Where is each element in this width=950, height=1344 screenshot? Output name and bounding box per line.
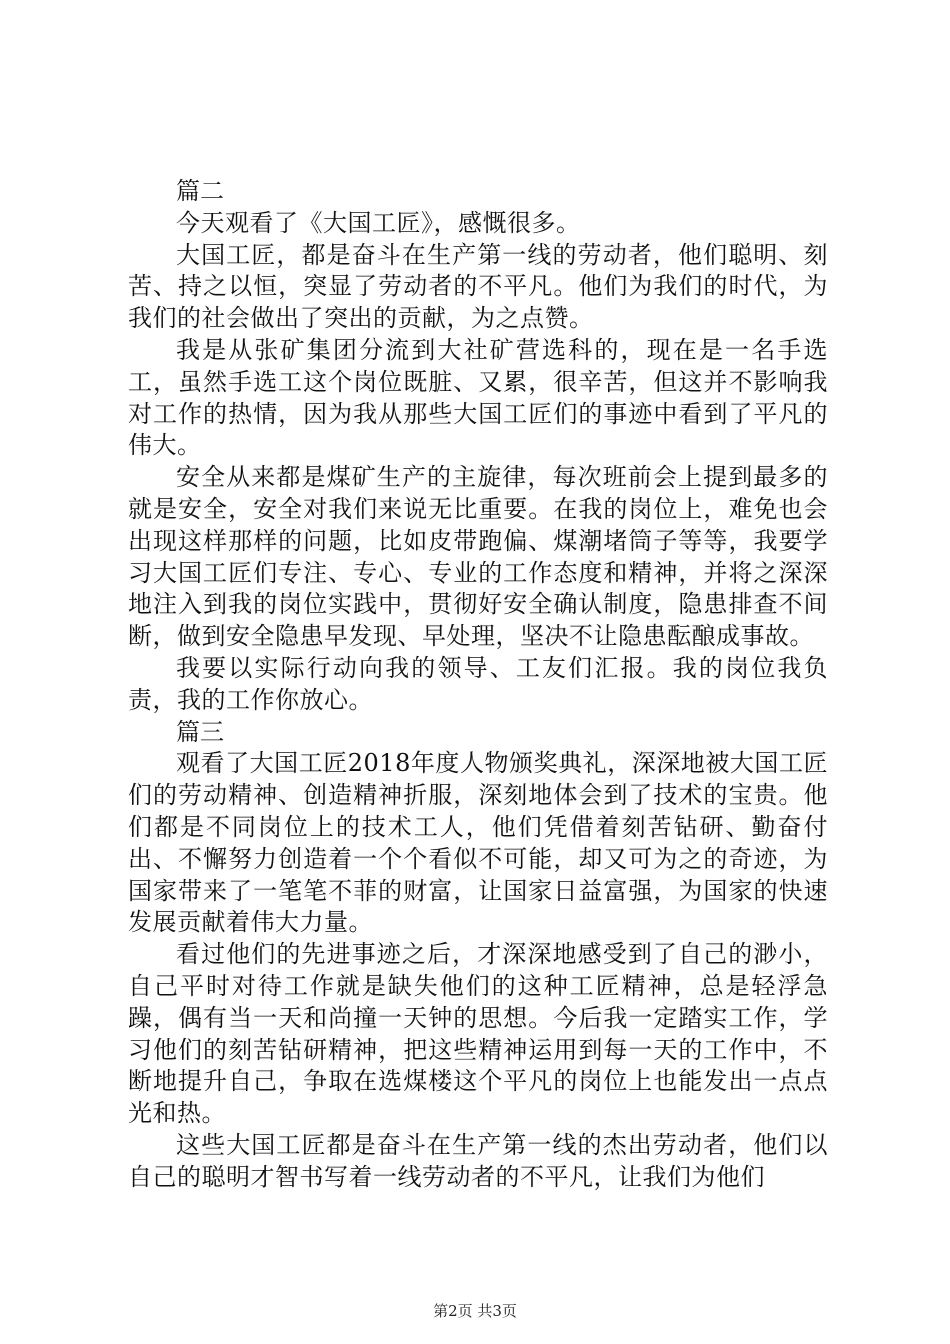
- paragraph: 这些大国工匠都是奋斗在生产第一线的杰出劳动者，他们以自己的聪明才智书写着一线劳动者的不平凡，让我们为他们: [128, 1130, 828, 1191]
- paragraph: 看过他们的先进事迹之后，才深深地感受到了自己的渺小，自己平时对待工作就是缺失他们的这种工匠精神，总是轻浮急躁，偶有当一天和尚撞一天钟的思想。今后我一定踏实工作，学习他们的刻苦钻研精神，把这些精神运用到每一天的工作中，不断地提升自己，争取在选煤楼这个平凡的岗位上也能发出一点点光和热。: [128, 940, 828, 1128]
- paragraph: 我要以实际行动向我的领导、工友们汇报。我的岗位我负责，我的工作你放心。: [128, 653, 828, 714]
- paragraph: 大国工匠，都是奋斗在生产第一线的劳动者，他们聪明、刻苦、持之以恒，突显了劳动者的不平凡。他们为我们的时代，为我们的社会做出了突出的贡献，为之点赞。: [128, 240, 828, 333]
- paragraph: 观看了大国工匠2018年度人物颁奖典礼，深深地被大国工匠们的劳动精神、创造精神折服，深刻地体会到了技术的宝贵。他们都是不同岗位上的技术工人，他们凭借着刻苦钻研、勤奋付出、不懈努力创造着一个个看似不可能，却又可为之的奇迹，为国家带来了一笔笔不菲的财富，让国家日益富强，为国家的快速发展贡献着伟大力量。: [128, 749, 828, 937]
- document-body: [128, 176, 828, 1194]
- section-heading-2: 篇二: [176, 177, 224, 205]
- paragraph: 今天观看了《大国工匠》，感慨很多。: [176, 208, 581, 237]
- paragraph: 我是从张矿集团分流到大社矿营选科的，现在是一名手选工，虽然手选工这个岗位既脏、又累，很辛苦，但这并不影响我对工作的热情，因为我从那些大国工匠们的事迹中看到了平凡的伟大。: [128, 335, 828, 460]
- paragraph: 安全从来都是煤矿生产的主旋律，每次班前会上提到最多的就是安全，安全对我们来说无比重要。在我的岗位上，难免也会出现这样那样的问题，比如皮带跑偏、煤潮堵筒子等等，我要学习大国工匠们专注、专心、专业的工作态度和精神，并将之深深地注入到我的岗位实践中，贯彻好安全确认制度，隐患排查不间断，做到安全隐患早发现、早处理，坚决不让隐患酝酿成事故。: [128, 463, 828, 651]
- page-number-footer: 第2页 共3页: [433, 1302, 517, 1320]
- section-heading-3: 篇三: [176, 717, 224, 746]
